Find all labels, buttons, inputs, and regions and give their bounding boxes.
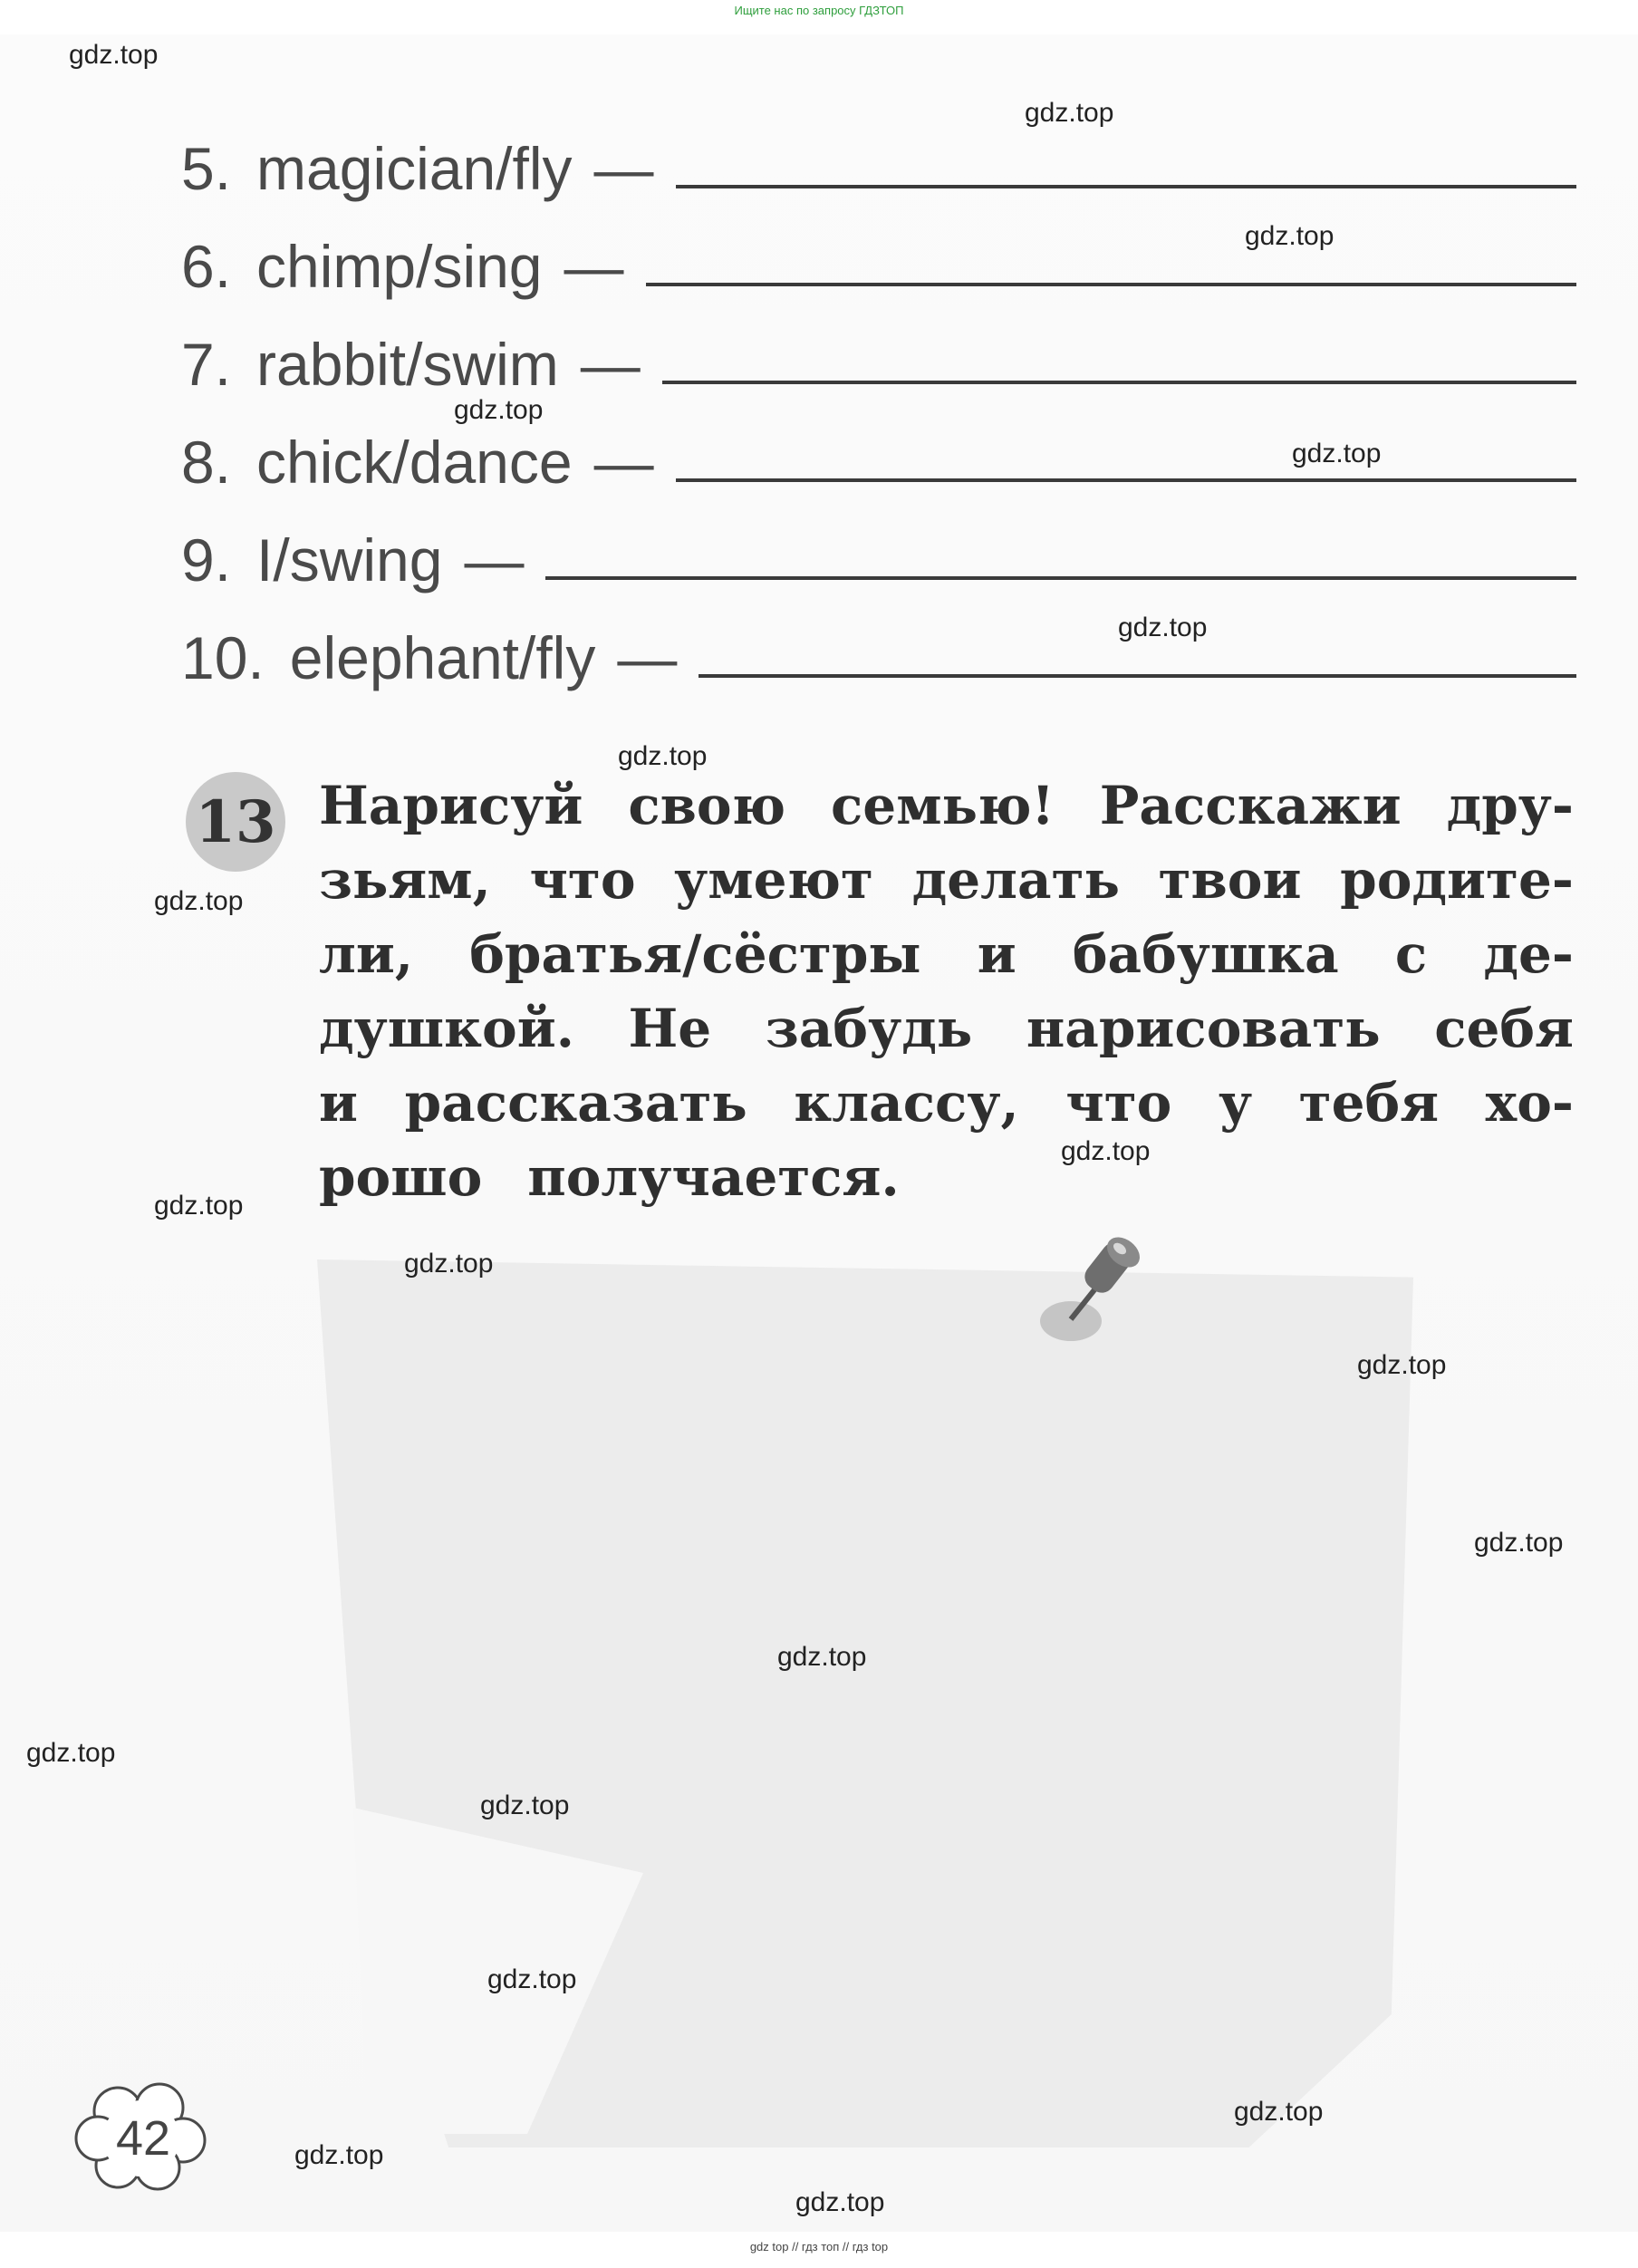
task-word: дру- <box>1446 775 1574 836</box>
watermark: gdz.top <box>1474 1528 1564 1558</box>
task-word: свою <box>628 775 786 836</box>
task-word: родите- <box>1340 849 1574 911</box>
task-word: с <box>1394 923 1428 985</box>
watermark: gdz.top <box>480 1790 570 1820</box>
task-word: хо- <box>1485 1072 1574 1134</box>
answer-line[interactable] <box>699 674 1576 678</box>
page-number-flower <box>71 2075 216 2193</box>
task-word: Расскажи <box>1099 775 1402 836</box>
task-word: Нарисуй <box>319 775 583 836</box>
bottom-banner[interactable]: gdz top // гдз топ // гдз top <box>749 2240 889 2254</box>
watermark: gdz.top <box>454 395 544 425</box>
watermark: gdz.top <box>154 1191 244 1221</box>
task-word: рассказать <box>404 1072 747 1134</box>
task-word: классу, <box>794 1072 1019 1134</box>
task-word: Не <box>628 998 712 1059</box>
task-word: получается. <box>527 1146 900 1208</box>
task-word: умеют <box>674 849 873 911</box>
item-number: 10. <box>181 624 265 691</box>
task-word: душкой. <box>319 998 574 1059</box>
item-text: chimp/sing <box>256 233 543 300</box>
exercise-item <box>181 132 1576 205</box>
item-dash: — <box>580 331 641 398</box>
item-dash: — <box>564 233 624 300</box>
task-word: зьям, <box>319 849 491 911</box>
watermark: gdz.top <box>294 2140 384 2170</box>
exercise-item <box>181 524 1576 596</box>
task-word: нарисовать <box>1026 998 1381 1059</box>
watermark: gdz.top <box>1234 2097 1324 2127</box>
answer-line[interactable] <box>676 185 1576 188</box>
watermark: gdz.top <box>69 40 159 70</box>
item-dash: — <box>593 135 654 202</box>
task-word: тебя <box>1298 1072 1440 1134</box>
watermark: gdz.top <box>1061 1136 1151 1166</box>
watermark: gdz.top <box>1245 221 1334 251</box>
task-word: что <box>1065 1072 1172 1134</box>
item-dash: — <box>617 624 678 691</box>
watermark: gdz.top <box>154 886 244 916</box>
item-text: chick/dance <box>256 429 573 496</box>
pushpin-icon <box>1024 1232 1151 1359</box>
answer-line[interactable] <box>646 283 1576 286</box>
watermark: gdz.top <box>1292 439 1382 468</box>
watermark: gdz.top <box>487 1964 577 1994</box>
exercise-item <box>181 230 1576 303</box>
task-word: и <box>319 1072 359 1134</box>
item-number: 7. <box>181 331 232 398</box>
task-line <box>319 991 1574 1066</box>
answer-line[interactable] <box>662 381 1576 384</box>
item-number: 9. <box>181 526 232 594</box>
task-word: делать <box>911 849 1120 911</box>
task-number-badge: 13 <box>186 772 285 872</box>
watermark: gdz.top <box>1357 1350 1447 1380</box>
task-line <box>319 1066 1574 1140</box>
page-number: 42 <box>115 2111 171 2166</box>
task-word: братья/сёстры <box>469 923 921 985</box>
answer-line[interactable] <box>676 478 1576 482</box>
item-text: elephant/fly <box>289 624 596 691</box>
watermark: gdz.top <box>777 1642 867 1672</box>
watermark: gdz.top <box>795 2187 885 2217</box>
task-word: и <box>977 923 1017 985</box>
task-word: рошо <box>319 1146 483 1208</box>
top-banner[interactable]: Ищите нас по запросу ГДЗТОП <box>734 4 904 17</box>
item-text: magician/fly <box>256 135 573 202</box>
answer-line[interactable] <box>545 576 1576 580</box>
watermark: gdz.top <box>404 1249 494 1279</box>
task-word: бабушка <box>1072 923 1339 985</box>
task-line <box>319 843 1574 917</box>
task-word: твои <box>1158 849 1302 911</box>
task-line <box>319 768 1574 843</box>
task-word: де- <box>1483 923 1574 985</box>
task-word: у <box>1218 1072 1253 1134</box>
item-number: 6. <box>181 233 232 300</box>
task-word: семью! <box>830 775 1055 836</box>
task-line <box>319 1140 1574 1214</box>
exercise-item <box>181 328 1576 401</box>
watermark: gdz.top <box>1025 98 1114 128</box>
watermark: gdz.top <box>1118 613 1208 642</box>
item-number: 8. <box>181 429 232 496</box>
item-text: I/swing <box>256 526 443 594</box>
watermark: gdz.top <box>26 1738 116 1768</box>
exercise-item <box>181 622 1576 694</box>
item-number: 5. <box>181 135 232 202</box>
task-word: ли, <box>319 923 414 985</box>
task-instructions <box>319 768 1574 1214</box>
task-word: что <box>529 849 636 911</box>
item-dash: — <box>464 526 525 594</box>
item-text: rabbit/swim <box>256 331 559 398</box>
task-word: себя <box>1434 998 1574 1059</box>
task-word: забудь <box>765 998 973 1059</box>
item-dash: — <box>593 429 654 496</box>
task-line <box>319 917 1574 991</box>
watermark: gdz.top <box>618 741 708 771</box>
